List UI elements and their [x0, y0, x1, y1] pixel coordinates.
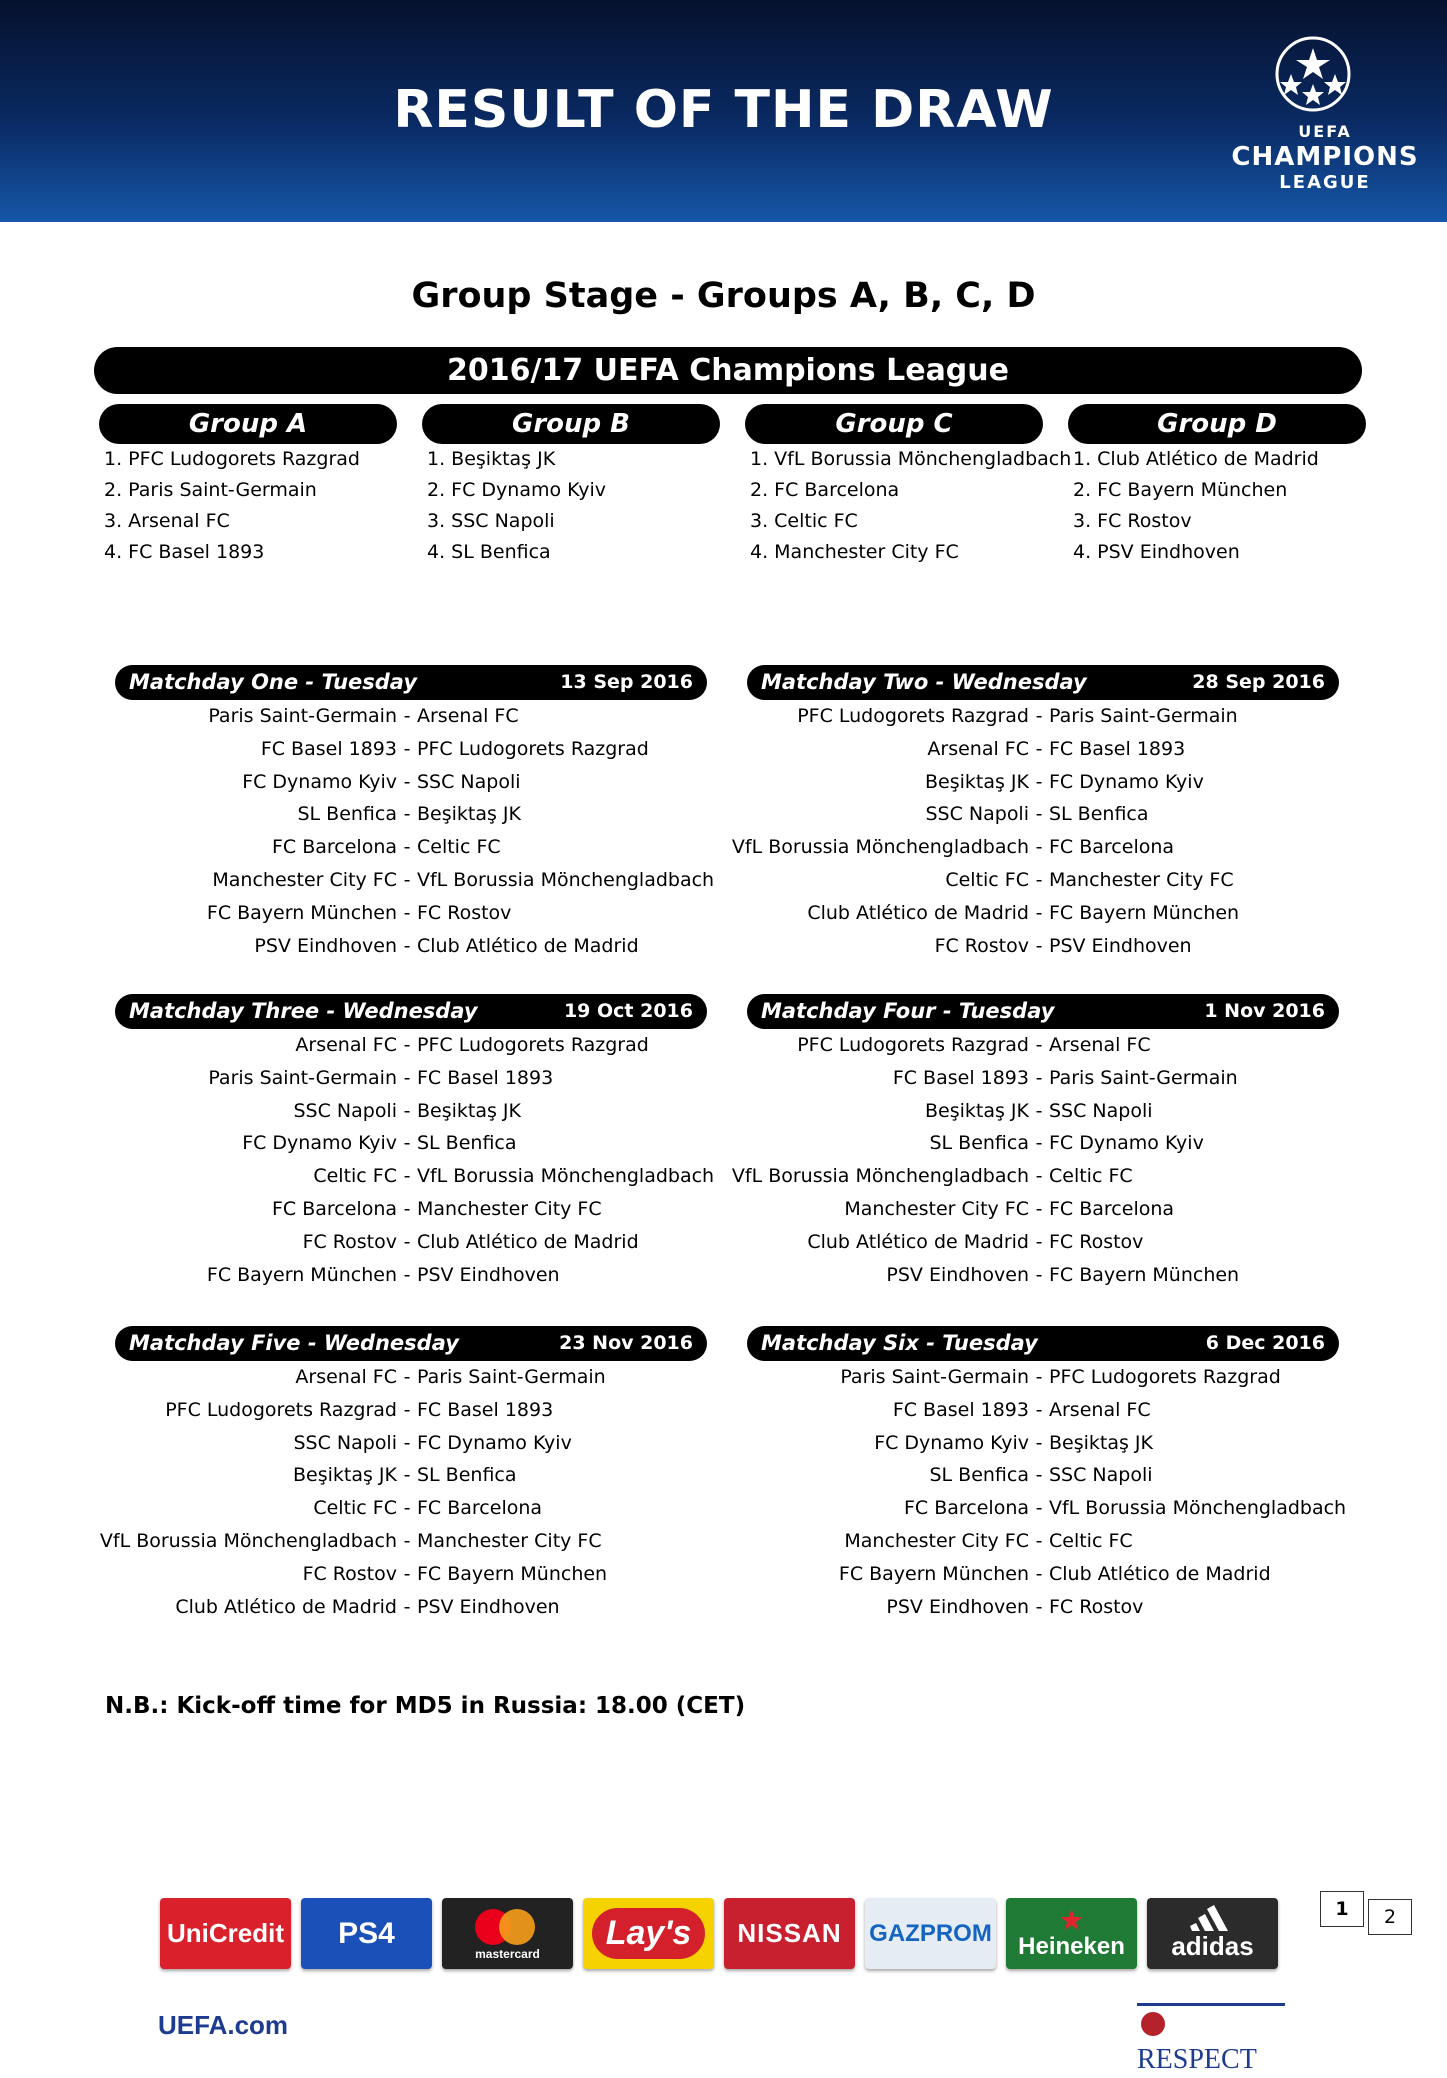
- fixture-row: [747, 1095, 1339, 1128]
- group-column: [422, 404, 720, 568]
- page-1-button[interactable]: 1: [1320, 1891, 1364, 1927]
- fixture-separator: -: [1035, 770, 1043, 793]
- group-team: 1. VfL Borussia Mönchengladbach: [750, 448, 1072, 470]
- group-team: 3. Celtic FC: [750, 510, 858, 532]
- sponsor-ps4-logo: [301, 1898, 432, 1969]
- home-team: FC Bayern München: [206, 901, 397, 924]
- away-team: VfL Borussia Mönchengladbach: [1049, 1497, 1347, 1520]
- away-team: SSC Napoli: [417, 770, 521, 793]
- matchday-block: [115, 994, 715, 1291]
- group-team: 1. Club Atlético de Madrid: [1073, 448, 1319, 470]
- group-team: 4. FC Basel 1893: [104, 541, 265, 563]
- fixture-separator: -: [1035, 1431, 1043, 1454]
- fixture-separator: -: [403, 836, 411, 859]
- home-team: FC Basel 1893: [260, 737, 397, 760]
- away-team: Paris Saint-Germain: [417, 1366, 606, 1388]
- fixture-row: [747, 798, 1339, 831]
- fixture-separator: -: [403, 868, 411, 891]
- fixture-separator: -: [1035, 1464, 1043, 1487]
- fixture-row: [115, 1095, 707, 1128]
- fixture-separator: -: [1035, 1165, 1043, 1188]
- page-title: RESULT OF THE DRAW: [393, 80, 1054, 140]
- away-team: Beşiktaş JK: [417, 1099, 521, 1122]
- matchday-block: [115, 665, 715, 962]
- home-team: Club Atlético de Madrid: [807, 1230, 1029, 1253]
- matchday-header: [747, 1326, 1339, 1361]
- home-team: Paris Saint-Germain: [840, 1366, 1029, 1388]
- fixture-separator: -: [403, 1529, 411, 1552]
- kickoff-note: N.B.: Kick-off time for MD5 in Russia: 18.00 (CET): [105, 1693, 746, 1719]
- uefa-com-link[interactable]: UEFA.com: [158, 2010, 289, 2040]
- matchday-title: Matchday Two - Wednesday: [761, 670, 1087, 694]
- matchday-date: 1 Nov 2016: [1204, 1000, 1325, 1022]
- away-team: FC Barcelona: [1049, 836, 1175, 859]
- fixture-row: [115, 1193, 707, 1226]
- group-team: 1. Beşiktaş JK: [427, 448, 556, 470]
- fixture-separator: -: [1035, 1497, 1043, 1520]
- sponsor-gazprom-logo: [865, 1898, 996, 1969]
- fixture-row: [115, 1591, 707, 1624]
- sponsor-unicredit-logo: [160, 1898, 291, 1969]
- sponsor-gazprom-label: GAZPROM: [869, 1919, 992, 1947]
- fixture-row: [115, 700, 707, 733]
- logo-uefa-text: UEFA: [1298, 122, 1352, 141]
- group-team: 2. FC Bayern München: [1073, 479, 1288, 501]
- fixture-separator: -: [1035, 868, 1043, 891]
- home-team: FC Barcelona: [271, 836, 397, 859]
- fixture-separator: -: [403, 901, 411, 924]
- fixture-row: [115, 798, 707, 831]
- away-team: PFC Ludogorets Razgrad: [1049, 1366, 1281, 1388]
- fixture-separator: -: [403, 1562, 411, 1585]
- group-header: Group C: [745, 404, 1043, 444]
- fixture-row: [747, 700, 1339, 733]
- away-team: FC Dynamo Kyiv: [1049, 770, 1204, 793]
- home-team: Manchester City FC: [844, 1529, 1029, 1552]
- competition-banner: 2016/17 UEFA Champions League: [94, 347, 1362, 394]
- away-team: FC Basel 1893: [417, 1398, 554, 1421]
- fixture-row: [115, 1394, 707, 1427]
- matchday-block: [731, 665, 1339, 962]
- home-team: FC Bayern München: [838, 1562, 1029, 1585]
- fixture-row: [747, 733, 1339, 766]
- away-team: VfL Borussia Mönchengladbach: [417, 868, 715, 891]
- away-team: Arsenal FC: [1049, 1398, 1151, 1421]
- fixture-separator: -: [403, 1497, 411, 1520]
- matchday-title: Matchday Six - Tuesday: [761, 1331, 1038, 1355]
- away-team: SL Benfica: [417, 1464, 517, 1487]
- group-header: Group A: [99, 404, 397, 444]
- away-team: FC Basel 1893: [417, 1066, 554, 1089]
- fixture-row: [115, 1361, 707, 1394]
- sponsor-adidas-logo: [1147, 1898, 1278, 1969]
- sponsor-heineken-logo: [1006, 1898, 1137, 1969]
- sponsor-adidas-label: adidas: [1171, 1931, 1254, 1961]
- fixture-separator: -: [403, 934, 411, 957]
- group-team: 3. FC Rostov: [1073, 510, 1192, 532]
- away-team: Arsenal FC: [417, 705, 519, 727]
- header-banner: [0, 0, 1447, 222]
- fixture-row: [115, 1062, 707, 1095]
- matchday-date: 19 Oct 2016: [563, 1000, 693, 1022]
- champions-league-logo: [1225, 30, 1425, 200]
- sponsor-nissan-logo: [724, 1898, 855, 1969]
- home-team: FC Barcelona: [903, 1497, 1029, 1520]
- fixture-row: [115, 897, 707, 930]
- away-team: PSV Eindhoven: [417, 1263, 560, 1286]
- starball-icon: [1273, 34, 1353, 114]
- fixture-row: [747, 1394, 1339, 1427]
- fixture-separator: -: [403, 1398, 411, 1421]
- fixture-separator: -: [403, 1066, 411, 1089]
- away-team: PSV Eindhoven: [417, 1595, 560, 1618]
- away-team: PSV Eindhoven: [1049, 934, 1192, 957]
- fixture-separator: -: [403, 803, 411, 826]
- away-team: FC Rostov: [417, 901, 512, 924]
- home-team: FC Rostov: [302, 1230, 397, 1253]
- fixture-separator: -: [403, 705, 411, 727]
- matchday-date: 23 Nov 2016: [559, 1332, 693, 1354]
- fixture-row: [731, 831, 1339, 864]
- away-team: Beşiktaş JK: [1049, 1431, 1153, 1454]
- away-team: FC Dynamo Kyiv: [1049, 1132, 1204, 1155]
- away-team: Manchester City FC: [1049, 868, 1234, 891]
- sponsor-lays-logo: [583, 1898, 714, 1969]
- away-team: PFC Ludogorets Razgrad: [417, 1034, 649, 1056]
- home-team: Arsenal FC: [295, 1366, 397, 1388]
- fixture-row: [747, 1591, 1339, 1624]
- home-team: Manchester City FC: [212, 868, 397, 891]
- fixture-separator: -: [1035, 1034, 1043, 1056]
- home-team: SL Benfica: [929, 1464, 1029, 1487]
- fixture-row: [731, 1160, 1339, 1193]
- away-team: FC Bayern München: [1049, 901, 1240, 924]
- fixture-separator: -: [403, 1230, 411, 1253]
- home-team: VfL Borussia Mönchengladbach: [731, 836, 1029, 859]
- fixture-row: [115, 1427, 707, 1460]
- fixture-row: [747, 1029, 1339, 1062]
- home-team: Paris Saint-Germain: [208, 1066, 397, 1089]
- away-team: FC Basel 1893: [1049, 737, 1186, 760]
- away-team: Celtic FC: [1049, 1165, 1133, 1188]
- fixture-row: [115, 1558, 707, 1591]
- fixture-separator: -: [403, 1366, 411, 1388]
- fixture-row: [115, 733, 707, 766]
- home-team: VfL Borussia Mönchengladbach: [99, 1529, 397, 1552]
- respect-logo: [1137, 2003, 1285, 2075]
- sponsor-heineken-label: Heineken: [1018, 1932, 1125, 1960]
- matchday-date: 6 Dec 2016: [1205, 1332, 1325, 1354]
- fixture-row: [747, 1525, 1339, 1558]
- fixture-separator: -: [1035, 836, 1043, 859]
- group-team: 2. FC Barcelona: [750, 479, 900, 501]
- group-team: 4. PSV Eindhoven: [1073, 541, 1240, 563]
- fixture-separator: -: [1035, 934, 1043, 957]
- group-column: [745, 404, 1072, 568]
- away-team: SL Benfica: [417, 1132, 517, 1155]
- fixture-separator: -: [1035, 1132, 1043, 1155]
- away-team: Paris Saint-Germain: [1049, 705, 1238, 727]
- home-team: Arsenal FC: [927, 737, 1029, 760]
- fixture-separator: -: [1035, 705, 1043, 727]
- matchday-title: Matchday Five - Wednesday: [129, 1331, 459, 1355]
- group-team: 1. PFC Ludogorets Razgrad: [104, 448, 360, 470]
- fixture-row: [115, 1492, 707, 1525]
- matchday-date: 28 Sep 2016: [1192, 671, 1325, 693]
- away-team: Beşiktaş JK: [417, 803, 521, 826]
- away-team: Celtic FC: [417, 836, 501, 859]
- fixture-row: [747, 1492, 1347, 1525]
- fixture-separator: -: [1035, 1562, 1043, 1585]
- fixture-row: [747, 1226, 1339, 1259]
- home-team: Celtic FC: [945, 868, 1029, 891]
- fixture-row: [747, 1558, 1339, 1591]
- away-team: Celtic FC: [1049, 1529, 1133, 1552]
- group-team: 3. Arsenal FC: [104, 510, 230, 532]
- group-header: Group B: [422, 404, 720, 444]
- home-team: SSC Napoli: [293, 1099, 397, 1122]
- group-team: 2. FC Dynamo Kyiv: [427, 479, 606, 501]
- sponsor-nissan-label: NISSAN: [737, 1918, 842, 1948]
- fixture-row: [747, 930, 1339, 963]
- away-team: SSC Napoli: [1049, 1099, 1153, 1122]
- home-team: SSC Napoli: [925, 803, 1029, 826]
- fixture-row: [115, 766, 707, 799]
- logo-league-text: LEAGUE: [1279, 172, 1371, 193]
- matchday-date: 13 Sep 2016: [560, 671, 693, 693]
- fixture-separator: -: [403, 1431, 411, 1454]
- home-team: FC Bayern München: [206, 1263, 397, 1286]
- logo-champions-text: CHAMPIONS: [1231, 142, 1419, 172]
- group-column: [99, 404, 397, 568]
- home-team: FC Rostov: [934, 934, 1029, 957]
- group-column: [1068, 404, 1366, 568]
- fixture-row: [747, 1127, 1339, 1160]
- fixture-row: [115, 1459, 707, 1492]
- fixture-row: [99, 1525, 707, 1558]
- fixture-separator: -: [403, 1099, 411, 1122]
- fixture-separator: -: [403, 1132, 411, 1155]
- sponsor-lays-label: Lay's: [592, 1908, 706, 1959]
- home-team: PSV Eindhoven: [886, 1595, 1029, 1618]
- away-team: FC Rostov: [1049, 1230, 1144, 1253]
- fixture-row: [115, 930, 707, 963]
- away-team: Arsenal FC: [1049, 1034, 1151, 1056]
- fixture-row: [747, 766, 1339, 799]
- fixture-row: [115, 1226, 707, 1259]
- matchday-header: [115, 994, 707, 1029]
- fixture-row: [747, 1259, 1339, 1292]
- home-team: Celtic FC: [313, 1165, 397, 1188]
- fixture-separator: -: [403, 1197, 411, 1220]
- fixture-row: [747, 1427, 1339, 1460]
- matchday-header: [115, 665, 707, 700]
- away-team: Paris Saint-Germain: [1049, 1066, 1238, 1089]
- away-team: FC Barcelona: [1049, 1197, 1175, 1220]
- home-team: Celtic FC: [313, 1497, 397, 1520]
- fixture-separator: -: [1035, 1529, 1043, 1552]
- home-team: FC Basel 1893: [892, 1066, 1029, 1089]
- matchday-title: Matchday Four - Tuesday: [761, 999, 1055, 1023]
- home-team: Beşiktaş JK: [925, 1099, 1029, 1122]
- sponsor-ps4-label: PS4: [338, 1916, 395, 1950]
- home-team: SL Benfica: [297, 803, 397, 826]
- fixture-row: [115, 831, 707, 864]
- fixture-separator: -: [1035, 1398, 1043, 1421]
- fixture-separator: -: [403, 1165, 411, 1188]
- fixture-separator: -: [403, 1464, 411, 1487]
- respect-ball-icon: [1141, 2012, 1165, 2036]
- group-team: 2. Paris Saint-Germain: [104, 479, 317, 501]
- sponsor-mastercard-logo: [442, 1898, 573, 1969]
- home-team: Club Atlético de Madrid: [807, 901, 1029, 924]
- home-team: FC Dynamo Kyiv: [874, 1431, 1029, 1454]
- away-team: FC Rostov: [1049, 1595, 1144, 1618]
- fixture-row: [115, 1029, 707, 1062]
- fixture-row: [747, 864, 1339, 897]
- fixture-separator: -: [1035, 1366, 1043, 1388]
- fixture-row: [115, 1127, 707, 1160]
- home-team: PFC Ludogorets Razgrad: [797, 1034, 1029, 1056]
- home-team: PSV Eindhoven: [254, 934, 397, 957]
- matchday-header: [115, 1326, 707, 1361]
- away-team: Manchester City FC: [417, 1529, 602, 1552]
- fixture-separator: -: [1035, 737, 1043, 760]
- fixture-row: [115, 1259, 707, 1292]
- adidas-stripes-icon: [1188, 1905, 1238, 1931]
- home-team: VfL Borussia Mönchengladbach: [731, 1165, 1029, 1188]
- away-team: PFC Ludogorets Razgrad: [417, 737, 649, 760]
- group-team: 4. Manchester City FC: [750, 541, 959, 563]
- away-team: FC Bayern München: [417, 1562, 608, 1585]
- matchday-block: [731, 994, 1339, 1291]
- away-team: Club Atlético de Madrid: [417, 934, 639, 957]
- away-team: Club Atlético de Madrid: [417, 1230, 639, 1253]
- matchday-header: [747, 994, 1339, 1029]
- away-team: FC Bayern München: [1049, 1263, 1240, 1286]
- fixture-row: [747, 1062, 1339, 1095]
- away-team: Club Atlético de Madrid: [1049, 1562, 1271, 1585]
- sponsor-mastercard-label: mastercard: [475, 1946, 540, 1961]
- home-team: SSC Napoli: [293, 1431, 397, 1454]
- fixture-separator: -: [1035, 1099, 1043, 1122]
- home-team: PFC Ludogorets Razgrad: [797, 705, 1029, 727]
- fixture-separator: -: [1035, 901, 1043, 924]
- fixture-separator: -: [403, 1263, 411, 1286]
- home-team: Club Atlético de Madrid: [175, 1595, 397, 1618]
- home-team: FC Barcelona: [271, 1197, 397, 1220]
- fixture-separator: -: [403, 737, 411, 760]
- group-header: Group D: [1068, 404, 1366, 444]
- fixture-row: [747, 1193, 1339, 1226]
- fixture-separator: -: [1035, 803, 1043, 826]
- home-team: SL Benfica: [929, 1132, 1029, 1155]
- fixture-separator: -: [1035, 1197, 1043, 1220]
- fixture-row: [747, 897, 1339, 930]
- fixture-row: [115, 1160, 715, 1193]
- home-team: Arsenal FC: [295, 1034, 397, 1056]
- fixture-separator: -: [403, 770, 411, 793]
- home-team: FC Dynamo Kyiv: [242, 1132, 397, 1155]
- matchday-block: [99, 1326, 707, 1623]
- away-team: SL Benfica: [1049, 803, 1149, 826]
- away-team: SSC Napoli: [1049, 1464, 1153, 1487]
- fixture-row: [115, 864, 715, 897]
- page-subtitle: Group Stage - Groups A, B, C, D: [411, 276, 1036, 316]
- home-team: Paris Saint-Germain: [208, 705, 397, 727]
- fixture-separator: -: [1035, 1230, 1043, 1253]
- home-team: FC Rostov: [302, 1562, 397, 1585]
- matchday-block: [747, 1326, 1347, 1623]
- away-team: FC Barcelona: [417, 1497, 543, 1520]
- fixture-separator: -: [1035, 1595, 1043, 1618]
- fixture-separator: -: [1035, 1066, 1043, 1089]
- matchday-title: Matchday One - Tuesday: [129, 670, 418, 694]
- heineken-star-icon: ★: [1059, 1904, 1084, 1935]
- matchday-header: [747, 665, 1339, 700]
- sponsor-unicredit-label: UniCredit: [167, 1918, 284, 1948]
- fixture-row: [747, 1361, 1339, 1394]
- page-2-button[interactable]: 2: [1368, 1899, 1412, 1935]
- matchday-title: Matchday Three - Wednesday: [129, 999, 478, 1023]
- away-team: VfL Borussia Mönchengladbach: [417, 1165, 715, 1188]
- fixture-separator: -: [1035, 1263, 1043, 1286]
- home-team: Manchester City FC: [844, 1197, 1029, 1220]
- away-team: FC Dynamo Kyiv: [417, 1431, 572, 1454]
- home-team: PFC Ludogorets Razgrad: [165, 1398, 397, 1421]
- home-team: PSV Eindhoven: [886, 1263, 1029, 1286]
- home-team: Beşiktaş JK: [925, 770, 1029, 793]
- home-team: FC Basel 1893: [892, 1398, 1029, 1421]
- fixture-separator: -: [403, 1034, 411, 1056]
- group-team: 4. SL Benfica: [427, 541, 551, 563]
- away-team: Manchester City FC: [417, 1197, 602, 1220]
- fixture-row: [747, 1459, 1339, 1492]
- group-team: 3. SSC Napoli: [427, 510, 555, 532]
- respect-label: RESPECT: [1137, 2044, 1257, 2075]
- home-team: Beşiktaş JK: [293, 1464, 397, 1487]
- home-team: FC Dynamo Kyiv: [242, 770, 397, 793]
- fixture-separator: -: [403, 1595, 411, 1618]
